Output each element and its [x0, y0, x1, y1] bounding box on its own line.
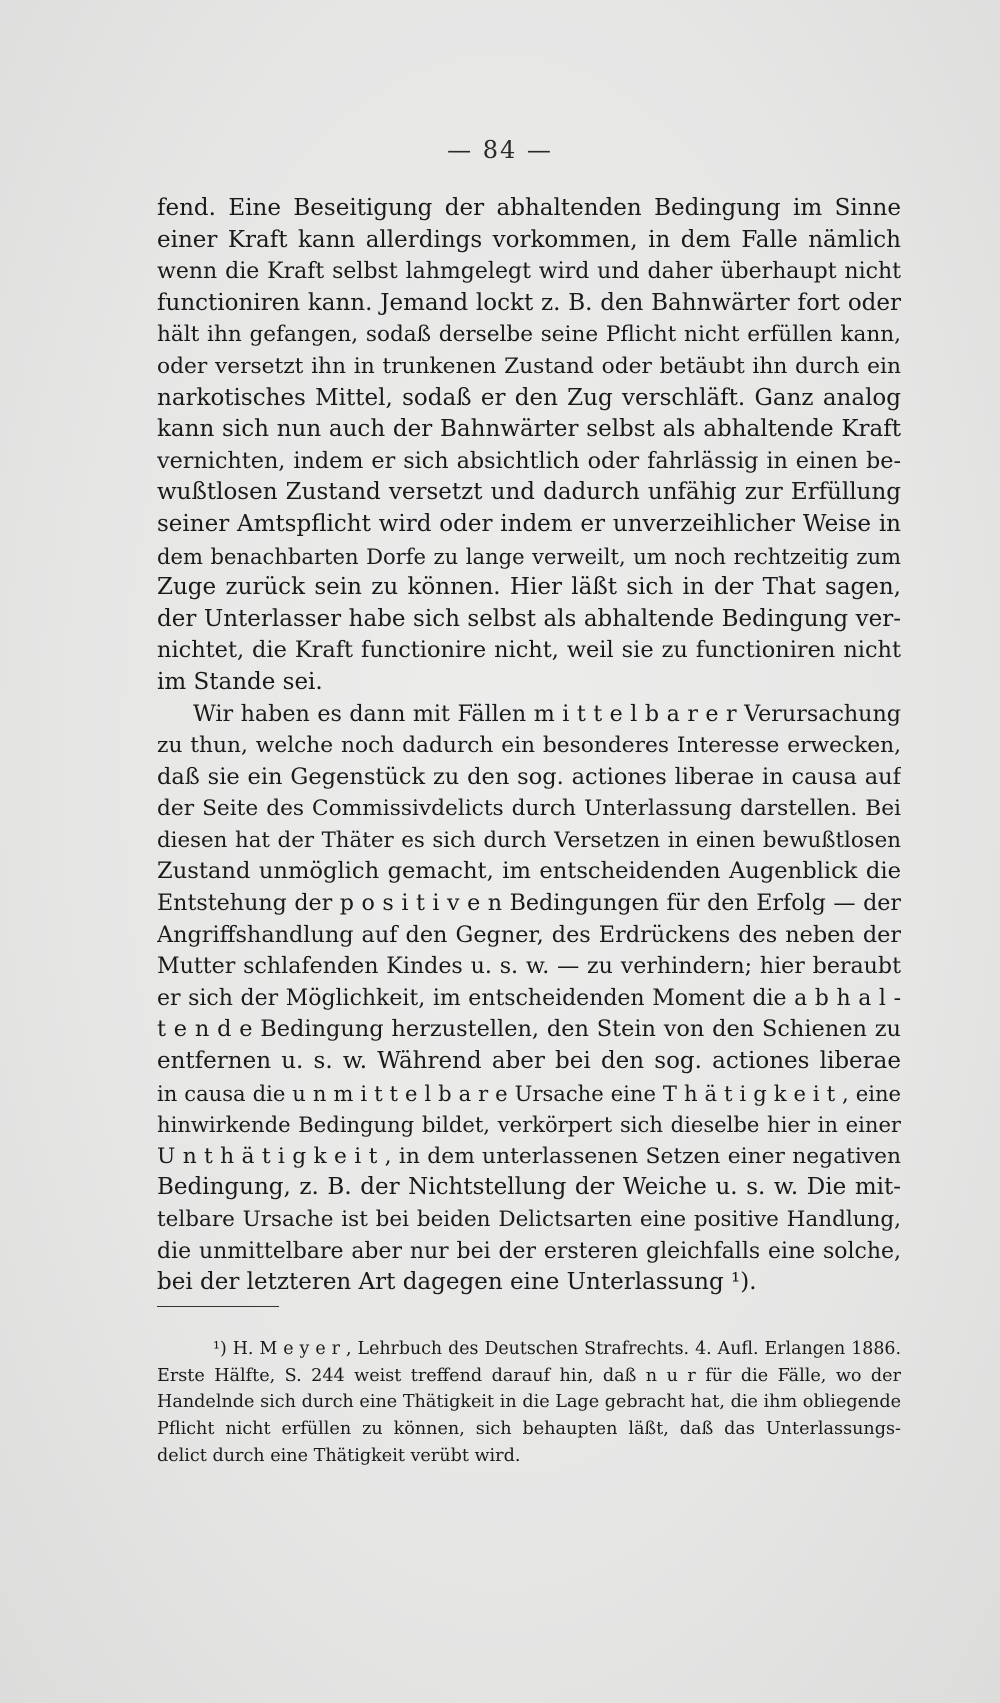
text-line: im Stande sei.	[157, 668, 323, 695]
text-line: Zuge zurück sein zu können. Hier läßt sich in der That sagen,	[157, 574, 901, 601]
text-line: Angriffshandlung auf den Gegner, des Erdrückens des neben der	[157, 921, 901, 948]
text-line: oder versetzt ihn in trunkenen Zustand oder betäubt ihn durch ein	[157, 353, 901, 379]
paragraph-start-line: Wir haben es dann mit Fällen m i t t e l b a r e r Verursachung	[193, 700, 901, 727]
text-line: entfernen u. s. w. Während aber bei den sog. actiones liberae	[157, 1048, 901, 1075]
text-line: hält ihn gefangen, sodaß derselbe seine Pflicht nicht erfüllen kann,	[157, 322, 901, 348]
text-line: in causa die u n m i t t e l b a r e Ursache eine T h ä t i g k e i t , eine	[157, 1080, 901, 1106]
text-line: hinwirkende Bedingung bildet, verkörpert sich dieselbe hier in einer	[157, 1112, 901, 1138]
text-line: nichtet, die Kraft functionire nicht, weil sie zu functioniren nicht	[157, 637, 901, 664]
text-line: er sich der Möglichkeit, im entscheidenden Moment die a b h a l -	[157, 985, 901, 1011]
text-line: die unmittelbare aber nur bei der ersteren gleichfalls eine solche,	[157, 1238, 901, 1264]
text-line: daß sie ein Gegenstück zu den sog. actiones liberae in causa auf	[157, 763, 901, 790]
text-line: bei der letzteren Art dagegen eine Unterlassung ¹).	[157, 1269, 757, 1296]
text-line: fend. Eine Beseitigung der abhaltenden Bedingung im Sinne	[157, 195, 901, 221]
text-line: dem benachbarten Dorfe zu lange verweilt, um noch rechtzeitig zum	[157, 543, 901, 569]
footnote-line: Pflicht nicht erfüllen zu können, sich behaupten läßt, daß das Unterlassungs-	[157, 1419, 901, 1440]
text-line: Zustand unmöglich gemacht, im entscheidenden Augenblick die	[157, 858, 901, 885]
body-text	[157, 193, 901, 1299]
text-line: t e n d e Bedingung herzustellen, den Stein von den Schienen zu	[157, 1016, 901, 1043]
text-line: zu thun, welche noch dadurch ein besonderes Interesse erwecken,	[157, 733, 901, 759]
footnote	[157, 1336, 901, 1469]
text-line: wenn die Kraft selbst lahmgelegt wird und daher überhaupt nicht	[157, 259, 901, 285]
text-line: functioniren kann. Jemand lockt z. B. den Bahnwärter fort oder	[157, 289, 901, 316]
text-line: der Seite des Commissivdelicts durch Unterlassung darstellen. Bei	[157, 796, 901, 822]
text-line: U n t h ä t i g k e i t , in dem unterlassenen Setzen einer negativen	[157, 1143, 901, 1169]
text-line: narkotisches Mittel, sodaß er den Zug verschläft. Ganz analog	[157, 384, 901, 411]
footnote-line: Erste Hälfte, S. 244 weist treffend darauf hin, daß n u r für die Fälle, wo der	[157, 1365, 901, 1386]
text-line: vernichten, indem er sich absichtlich oder fahrlässig in einen be-	[157, 447, 901, 474]
footnote-line: Handelnde sich durch eine Thätigkeit in die Lage gebracht hat, die ihm obliegende	[157, 1392, 901, 1413]
text-line: seiner Amtspflicht wird oder indem er unverzeihlicher Weise in	[157, 510, 901, 537]
text-line: einer Kraft kann allerdings vorkommen, in dem Falle nämlich	[157, 226, 901, 253]
text-line: wußtlosen Zustand versetzt und dadurch unfähig zur Erfüllung	[157, 479, 901, 506]
text-line: Bedingung, z. B. der Nichtstellung der Weiche u. s. w. Die mit-	[157, 1174, 901, 1201]
footnote-divider	[157, 1306, 279, 1307]
page-number: — 84 —	[447, 136, 553, 164]
text-line: Entstehung der p o s i t i v e n Bedingungen für den Erfolg — der	[157, 890, 901, 917]
footnote-line: delict durch eine Thätigkeit verübt wird.	[157, 1445, 521, 1466]
text-line: telbare Ursache ist bei beiden Delictsarten eine positive Handlung,	[157, 1207, 901, 1232]
text-line: der Unterlasser habe sich selbst als abhaltende Bedingung ver-	[157, 605, 901, 632]
text-line: Mutter schlafenden Kindes u. s. w. — zu verhindern; hier beraubt	[157, 953, 901, 980]
footnote-line: ¹) H. M e y e r , Lehrbuch des Deutschen Strafrechts. 4. Aufl. Erlangen 1886.	[213, 1339, 901, 1359]
text-line: diesen hat der Thäter es sich durch Versetzen in einen bewußtlosen	[157, 827, 901, 853]
text-line: kann sich nun auch der Bahnwärter selbst als abhaltende Kraft	[157, 416, 901, 443]
